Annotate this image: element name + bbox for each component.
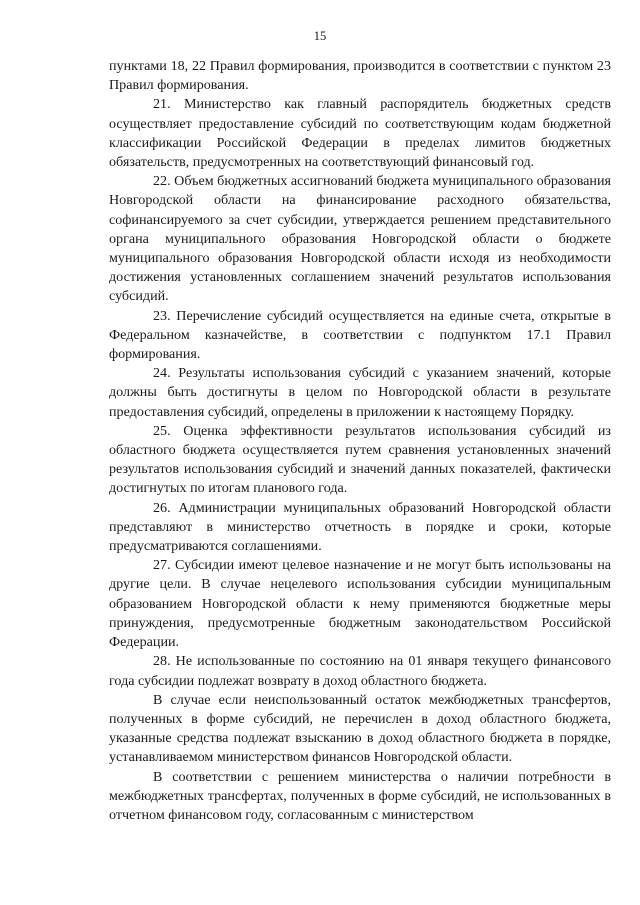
paragraph-28: 28. Не использованные по состоянию на 01 января текущего финансового года субсидии подлежат возврату в доход областного бюджета. [109, 653, 611, 689]
paragraph-28-transfer: В соответствии с решением министерства о наличии потребности в межбюджетных трансфертах, полученных в форме субсидий, не использованных в отчетном финансовом году, согласованным с министерством [109, 768, 611, 823]
paragraph-25: 25. Оценка эффективности результатов использования субсидий из областного бюджета осуществляется путем сравнения установленных значений результатов использования субсидий и значений данных показателей, фактически достигнутых по итогам планового года. [109, 422, 611, 497]
paragraph-27: 27. Субсидии имеют целевое назначение и не могут быть использованы на другие цели. В случае нецелевого использования субсидии муниципальным образованием Новгородской области к нему применяются бюджетные меры принуждения, предусмотренные бюджетным законодательством Российской Федерации. [109, 557, 611, 651]
paragraph-22: 22. Объем бюджетных ассигнований бюджета муниципального образования Новгородской области на финансирование расходного обязательства, софинансируемого за счет субсидии, утверждается решением представительного органа муниципального образования Новгородской области о бюджете муниципального образования Новгородской области исходя из необходимости достижения установленных соглашением значений результатов использования субсидий. [109, 173, 611, 305]
paragraph-26: 26. Администрации муниципальных образований Новгородской области представляют в министерство отчетность в порядке и сроки, которые предусматриваются соглашениями. [109, 499, 611, 555]
paragraph-28-remainder: В случае если неиспользованный остаток межбюджетных трансфертов, полученных в форме субсидий, не перечислен в доход областного бюджета, указанные средства подлежат взысканию в доход областного бюджета в порядке, устанавливаемом министерством финансов Новгородской области. [109, 691, 611, 766]
paragraph-24: 24. Результаты использования субсидий с указанием значений, которые должны быть достигнуты в целом по Новгородской области в результате предоставления субсидий, определены в приложении к настоящему Порядку. [109, 365, 611, 420]
body-text [109, 57, 611, 825]
paragraph-23: 23. Перечисление субсидий осуществляется на единые счета, открытые в Федеральном казначействе, в соответствии с подпунктом 17.1 Правил формирования. [109, 307, 611, 363]
paragraph-continuation: пунктами 18, 22 Правил формирования, производится в соответствии с пунктом 23 Правил формирования. [109, 58, 611, 94]
page-number: 15 [313, 29, 327, 43]
paragraph-21: 21. Министерство как главный распорядитель бюджетных средств осуществляет предоставление субсидий по соответствующим кодам бюджетной классификации Российской Федерации в пределах лимитов бюджетных обязательств, предусмотренных на соответствующий финансовый год. [109, 96, 611, 171]
